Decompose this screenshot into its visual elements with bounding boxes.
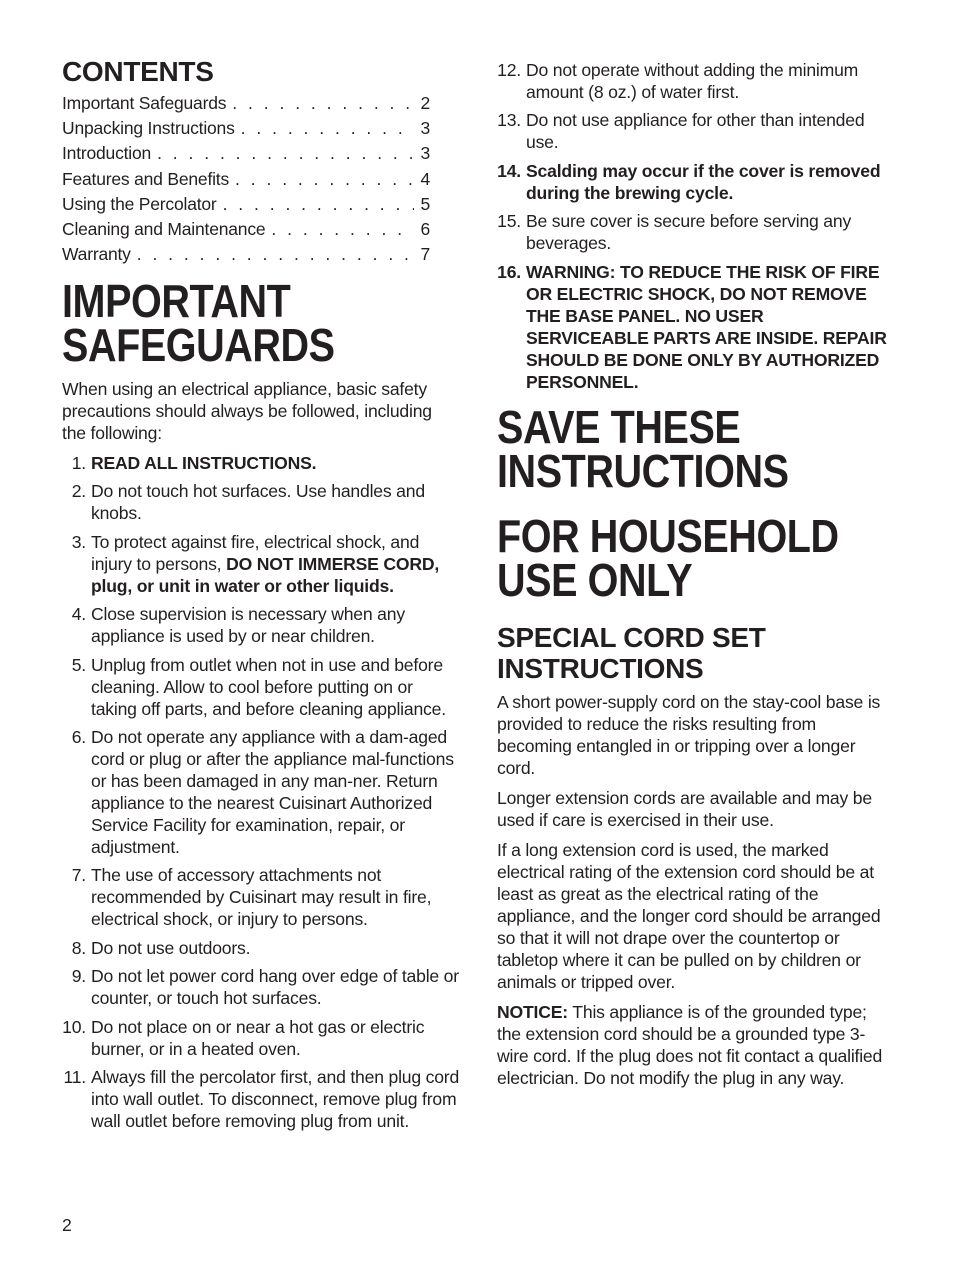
item-text: Do not operate any appliance with a dam-aged cord or plug or after the appliance mal-functions or has been damaged in any man-ner. Return appliance to the nearest Cuisinart Authorized Service Facility for examination, repair, or adjustment.	[91, 726, 454, 857]
table-of-contents	[62, 93, 430, 269]
item-text: Unplug from outlet when not in use and before cleaning. Allow to cool before putting on or taking off parts, and before cleaning appliance.	[91, 654, 446, 719]
safeguards-heading	[62, 275, 440, 371]
item-text: Do not use appliance for other than intended use.	[526, 110, 865, 153]
item-text: Be sure cover is secure before serving any beverages.	[526, 211, 852, 254]
safeguards-list-continued	[497, 59, 889, 399]
heading-line: USE ONLY	[497, 554, 693, 606]
item-text: Always fill the percolator first, and then plug cord into wall outlet. To disconnect, remove plug from wall outlet before removing plug from unit.	[91, 1066, 460, 1131]
list-item	[62, 864, 462, 930]
safeguards-list	[62, 452, 462, 1138]
item-number: 1.	[71, 453, 86, 473]
heading-line: INSTRUCTIONS	[497, 653, 704, 684]
list-item	[62, 603, 462, 647]
cord-set-heading	[497, 622, 766, 684]
toc-page: 2	[420, 93, 430, 113]
item-number: 6.	[71, 726, 86, 747]
safeguards-intro: When using an electrical appliance, basic safety precautions should always be followed, including the following:	[62, 379, 432, 443]
notice-text: This appliance is of the grounded type; the extension cord should be a grounded type 3-wire cord. If the plug does not fit contact a qualified electrician. Do not modify the plug in any way.	[497, 1002, 883, 1088]
item-text: To protect against fire, electrical shock, and injury to persons,	[91, 531, 420, 574]
item-number: 16.	[497, 261, 521, 282]
toc-leader	[235, 169, 414, 190]
item-number: 4.	[71, 604, 86, 625]
list-item	[497, 59, 889, 103]
toc-leader	[271, 219, 414, 240]
save-instructions-heading	[497, 401, 875, 497]
toc-page: 3	[420, 143, 430, 164]
list-item	[62, 1016, 462, 1060]
heading-line: FOR HOUSEHOLD	[497, 510, 839, 562]
page-number: 2	[62, 1215, 72, 1235]
notice-paragraph	[497, 1001, 889, 1089]
toc-item[interactable]	[62, 219, 430, 244]
toc-leader	[137, 244, 415, 265]
item-text: Do not use outdoors.	[91, 937, 251, 958]
notice-label: NOTICE:	[497, 1002, 568, 1022]
list-item	[497, 261, 889, 393]
toc-label: Features and Benefits	[62, 168, 230, 189]
list-item	[62, 531, 462, 597]
item-number: 5.	[71, 654, 86, 675]
item-text: Do not touch hot surfaces. Use handles and knobs.	[91, 481, 425, 524]
toc-page: 3	[420, 118, 430, 139]
item-number: 2.	[71, 481, 86, 502]
heading-line: SAFEGUARDS	[62, 319, 335, 371]
item-number: 7.	[71, 865, 86, 886]
item-text: Close supervision is necessary when any appliance is used by or near children.	[91, 604, 405, 647]
paragraph: A short power-supply cord on the stay-cool base is provided to reduce the risks resulting from becoming entangled in or tripping over a longer cord.	[497, 692, 881, 778]
list-item	[497, 160, 889, 204]
item-number: 3.	[71, 531, 86, 552]
item-number: 10.	[62, 1016, 86, 1037]
household-use-heading	[497, 510, 875, 606]
item-text: The use of accessory attachments not recommended by Cuisinart may result in fire, electrical shock, or injury to persons.	[91, 865, 432, 930]
toc-item[interactable]	[62, 169, 430, 194]
item-bold-text: DO NOT IMMERSE CORD, plug, or unit in water or other liquids.	[91, 553, 440, 596]
item-number: 14.	[497, 160, 521, 181]
item-text: Do not let power cord hang over edge of table or counter, or touch hot surfaces.	[91, 966, 459, 1009]
cord-set-body	[497, 691, 889, 1097]
heading-line: IMPORTANT	[62, 275, 291, 327]
toc-leader	[223, 194, 415, 215]
toc-leader	[241, 118, 415, 139]
list-item	[497, 210, 889, 254]
item-number: 8.	[71, 937, 86, 958]
toc-leader	[232, 93, 414, 114]
list-item	[62, 965, 462, 1009]
toc-item[interactable]	[62, 118, 430, 143]
item-number: 15.	[497, 211, 521, 232]
toc-label: Warranty	[62, 244, 131, 265]
heading-line: SPECIAL CORD SET	[497, 622, 766, 653]
contents-heading: CONTENTS	[62, 56, 214, 87]
list-item	[62, 654, 462, 720]
heading-line: SAVE THESE	[497, 401, 741, 453]
toc-item[interactable]	[62, 143, 430, 168]
toc-label: Important Safeguards	[62, 93, 227, 113]
paragraph: Longer extension cords are available and may be used if care is exercised in their use.	[497, 788, 872, 830]
toc-page: 6	[420, 218, 430, 239]
toc-item[interactable]	[62, 194, 430, 219]
item-bold-text: READ ALL INSTRUCTIONS.	[91, 453, 317, 473]
item-text: Do not operate without adding the minimum amount (8 oz.) of water first.	[526, 60, 859, 102]
item-bold-text: Scalding may occur if the cover is removed during the brewing cycle.	[526, 160, 881, 203]
list-item	[62, 726, 462, 858]
toc-item[interactable]	[62, 93, 430, 118]
toc-page: 7	[420, 244, 430, 265]
list-item	[62, 452, 462, 474]
paragraph: If a long extension cord is used, the marked electrical rating of the extension cord should be at least as great as the electrical rating of the appliance, and the longer cord should be arranged so that it will not drape over the countertop or tabletop where it can be pulled on by children or animals or tripped over.	[497, 840, 881, 992]
heading-line: INSTRUCTIONS	[497, 445, 789, 497]
item-bold-text: WARNING: TO REDUCE THE RISK OF FIRE OR ELECTRIC SHOCK, DO NOT REMOVE THE BASE PANEL. NO USER SERVICEABLE PARTS ARE INSIDE. REPAIR SHOULD BE DONE ONLY BY AUTHORIZED PERSONNEL.	[526, 261, 887, 392]
toc-label: Using the Percolator	[62, 193, 217, 214]
toc-label: Cleaning and Maintenance	[62, 218, 266, 239]
toc-label: Unpacking Instructions	[62, 118, 235, 139]
item-number: 11.	[63, 1066, 86, 1087]
item-number: 13.	[497, 110, 521, 131]
list-item	[62, 480, 462, 524]
toc-page: 4	[420, 168, 430, 189]
item-number: 9.	[71, 966, 86, 987]
toc-leader	[157, 143, 414, 164]
toc-page: 5	[420, 193, 430, 214]
toc-item[interactable]	[62, 244, 430, 269]
item-text: Do not place on or near a hot gas or electric burner, or in a heated oven.	[91, 1016, 425, 1059]
toc-label: Introduction	[62, 143, 152, 164]
list-item	[62, 937, 462, 959]
item-number: 12.	[497, 60, 521, 80]
list-item	[497, 109, 889, 153]
list-item	[62, 1066, 462, 1132]
